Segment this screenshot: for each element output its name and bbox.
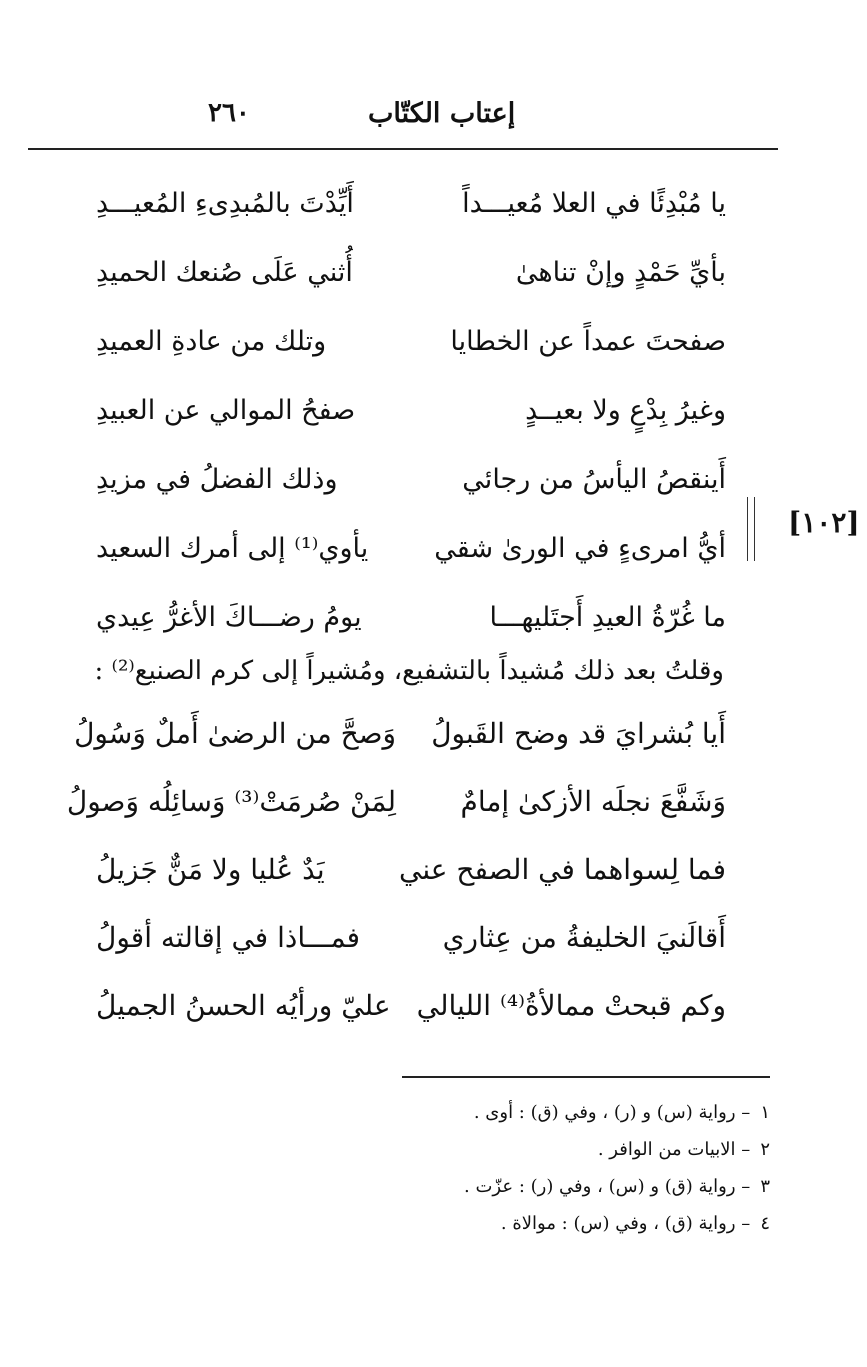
footnote-text: الابيات من الوافر . — [597, 1139, 736, 1160]
second-hemistich: وَصحَّ من الرضىٰ أَملٌ وَسُولُ — [74, 717, 396, 751]
verse-line — [96, 972, 726, 1040]
prose-line: وقلتُ بعد ذلك مُشيداً بالتشفيع، ومُشيراً إلى كرم الصنيع⁽²⁾ : — [94, 656, 724, 686]
verse-line — [96, 377, 726, 446]
second-hemistich: يَدٌ عُليا ولا مَنٌّ جَزيلُ — [96, 853, 325, 887]
page-header — [28, 98, 779, 142]
footnote-rule — [402, 1076, 770, 1078]
footnote-number: ١ — [760, 1102, 770, 1123]
footnote — [380, 1131, 770, 1168]
first-hemistich: أيُّ امرىءٍ في الورىٰ شقي — [434, 533, 726, 565]
verse-line — [96, 308, 726, 377]
second-hemistich: وذلك الفضلُ في مزيدِ — [96, 464, 338, 496]
second-hemistich: عليّ ورأيُه الحسنُ الجميلُ — [96, 989, 391, 1023]
verse-line — [96, 836, 726, 904]
first-hemistich: بأيِّ حَمْدٍ وإنْ تناهىٰ — [515, 257, 726, 289]
footnote-text: رواية (س) و (ر) ، وفي (ق) : أوى . — [473, 1102, 736, 1123]
verse-line — [96, 584, 726, 653]
verse-line — [96, 446, 726, 515]
page-number: ٢٦٠ — [208, 98, 250, 128]
verse-line — [96, 239, 726, 308]
verse-line — [96, 904, 726, 972]
second-hemistich: صفحُ الموالي عن العبيدِ — [96, 395, 356, 427]
footnote-dash: – — [735, 1139, 756, 1160]
second-hemistich: يأوي⁽¹⁾ إلى أمرك السعيد — [96, 533, 369, 565]
first-hemistich: وَشَفَّعَ نجلَه الأزكىٰ إمامٌ — [460, 785, 726, 819]
verse-line — [66, 768, 726, 836]
first-hemistich: ما غُرّةُ العيدِ أَجتَليهـــا — [489, 602, 726, 634]
second-hemistich: يومُ رضـــاكَ الأغرُّ عِيدي — [96, 602, 362, 634]
first-hemistich: صفحتَ عمداً عن الخطايا — [450, 326, 726, 358]
first-hemistich: أَينقصُ اليأسُ من رجائي — [462, 464, 726, 496]
verse-line — [74, 700, 726, 768]
footnote-dash: – — [735, 1102, 756, 1123]
first-hemistich: وغيرُ بِدْعٍ ولا بعيــدٍ — [525, 395, 726, 427]
running-title: إعتاب الكتّاب — [368, 98, 516, 129]
header-rule — [28, 148, 778, 150]
footnote — [380, 1205, 770, 1242]
footnote-number: ٤ — [760, 1213, 770, 1234]
verse-line — [96, 515, 726, 584]
second-hemistich: أَيِّدْتَ بالمُبدِىءِ المُعيـــدِ — [96, 188, 354, 220]
first-hemistich: وكم قبحتْ ممالأةُ⁽⁴⁾ الليالي — [416, 989, 726, 1023]
margin-page-reference: [١٠٢] — [788, 506, 860, 539]
first-hemistich: فما لِسواهما في الصفح عني — [399, 853, 726, 887]
footnote-dash: – — [735, 1213, 756, 1234]
footnote-dash: – — [735, 1176, 756, 1197]
poem-one — [96, 170, 726, 653]
first-hemistich: أَقالَنيَ الخليفةُ من عِثاري — [442, 921, 726, 955]
footnote-number: ٣ — [760, 1176, 770, 1197]
verse-line — [96, 170, 726, 239]
poem-two — [66, 700, 726, 1040]
second-hemistich: فمـــاذا في إقالته أقولُ — [96, 921, 361, 955]
footnotes — [380, 1094, 770, 1242]
footnote — [380, 1094, 770, 1131]
second-hemistich: أُثني عَلَى صُنعك الحميدِ — [96, 257, 353, 289]
footnote — [380, 1168, 770, 1205]
margin-bar — [747, 497, 755, 561]
footnote-number: ٢ — [760, 1139, 770, 1160]
first-hemistich: أَيا بُشرايَ قد وضح القَبولُ — [431, 717, 726, 751]
footnote-text: رواية (ق) و (س) ، وفي (ر) : عزّت . — [464, 1176, 736, 1197]
second-hemistich: لِمَنْ صُرمَتْ⁽³⁾ وَسائِلُه وَصولُ — [66, 785, 396, 819]
footnote-text: رواية (ق) ، وفي (س) : موالاة . — [500, 1213, 736, 1234]
first-hemistich: يا مُبْدِئًا في العلا مُعيـــداً — [462, 188, 726, 220]
second-hemistich: وتلك من عادةِ العميدِ — [96, 326, 327, 358]
